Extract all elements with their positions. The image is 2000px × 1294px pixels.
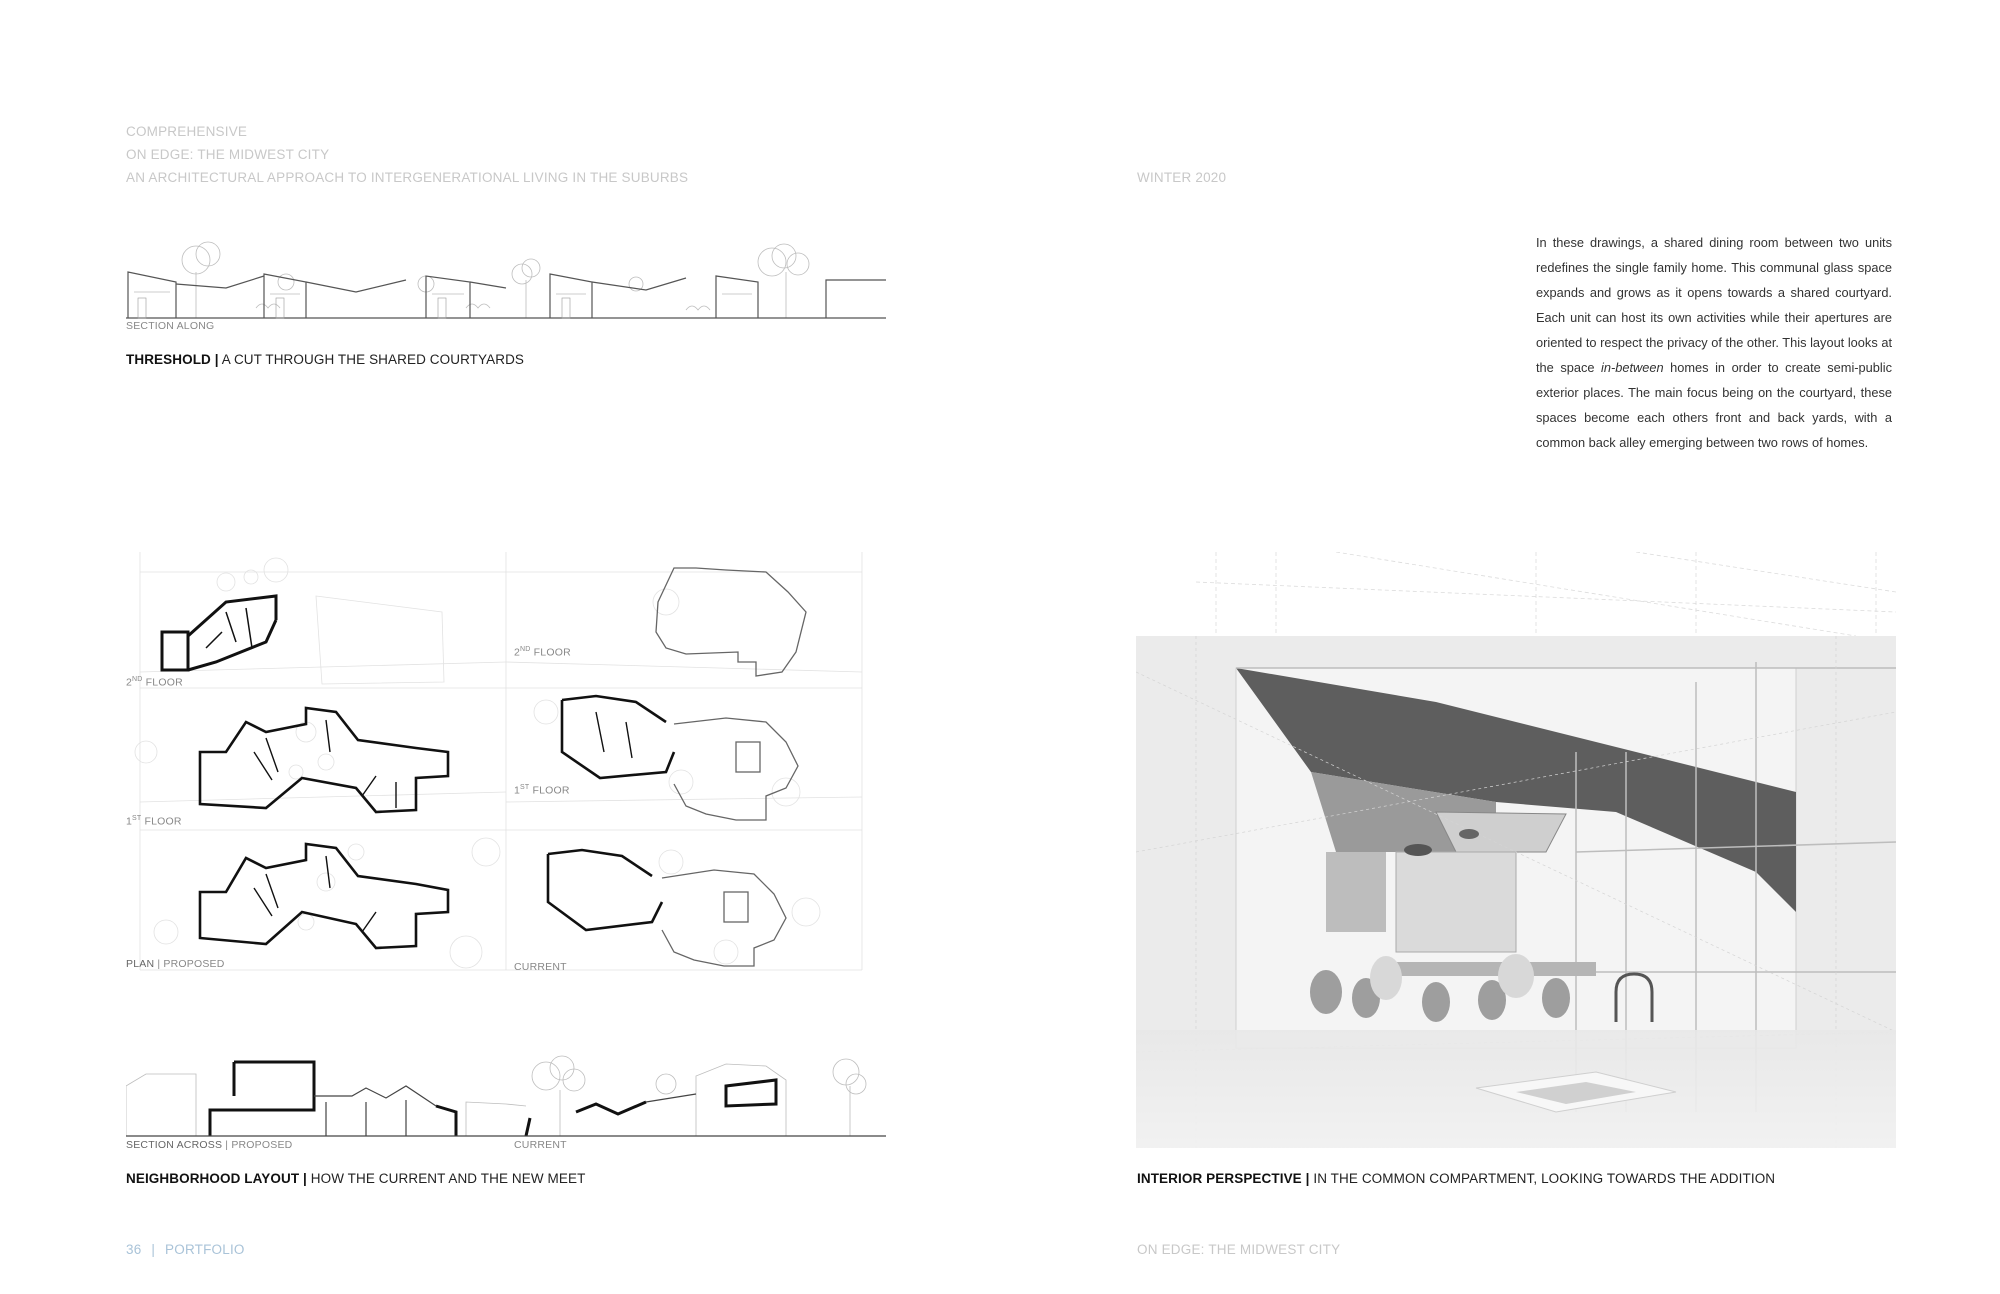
header-block — [126, 120, 688, 189]
footer-left — [126, 1242, 245, 1257]
proposed-2nd-sup: ND — [132, 676, 143, 683]
proposed-1st-prefix: 1 — [126, 815, 133, 828]
section-along-caption-bold: THRESHOLD | — [126, 352, 219, 367]
current-2nd-sup: ND — [520, 646, 531, 653]
section-across-label-rest: | PROPOSED — [222, 1139, 293, 1151]
current-2nd-prefix: 2 — [514, 646, 521, 659]
proposed-2nd-prefix: 2 — [126, 676, 133, 689]
interior-perspective-image — [1136, 552, 1896, 1148]
description-paragraph — [1536, 230, 1892, 455]
plan-label-rest: | PROPOSED — [154, 958, 225, 970]
section-across-drawing — [126, 1040, 886, 1140]
proposed-1st-sup: ST — [132, 815, 142, 822]
section-along-drawing — [126, 232, 886, 324]
plan-label: PLAN — [126, 958, 155, 970]
neighborhood-caption-bold: NEIGHBORHOOD LAYOUT | — [126, 1171, 307, 1186]
current-1st-floor-label — [514, 784, 570, 797]
current-1st-prefix: 1 — [514, 784, 521, 797]
description-italic: in-between — [1601, 360, 1664, 375]
proposed-1st-suffix: FLOOR — [141, 815, 182, 828]
interior-caption — [1137, 1171, 1775, 1186]
section-across-label — [126, 1139, 292, 1151]
footer-portfolio: PORTFOLIO — [165, 1242, 245, 1257]
section-along-caption-rest: A CUT THROUGH THE SHARED COURTYARDS — [218, 352, 525, 367]
plans-drawing — [126, 552, 866, 972]
description-part-2: homes in order to create semi-public exterior places. The main focus being on the courtyard, these spaces become each others front and back yards, with a common back alley emerging between two rows of homes. — [1536, 360, 1892, 450]
header-line-2: ON EDGE: THE MIDWEST CITY — [126, 147, 330, 162]
header-line-1: COMPREHENSIVE — [126, 124, 248, 139]
proposed-2nd-suffix: FLOOR — [142, 676, 183, 689]
section-along-caption — [126, 352, 524, 367]
section-along-label: SECTION ALONG — [126, 320, 215, 332]
proposed-1st-floor-label — [126, 815, 182, 828]
neighborhood-caption — [126, 1171, 585, 1186]
description-part-1: In these drawings, a shared dining room between two units redefines the single family home. This communal glass space expands and grows as it opens towards a shared courtyard. Each unit can host its own activities while their apertures are oriented to respect the privacy of the other. This layout looks at the space — [1536, 235, 1892, 375]
current-1st-suffix: FLOOR — [529, 784, 570, 797]
interior-caption-bold: INTERIOR PERSPECTIVE | — [1137, 1171, 1310, 1186]
plan-proposed-label — [126, 958, 225, 970]
current-1st-sup: ST — [520, 784, 530, 791]
current-2nd-suffix: FLOOR — [530, 646, 571, 659]
header-line-3: AN ARCHITECTURAL APPROACH TO INTERGENERATIONAL LIVING IN THE SUBURBS — [126, 170, 689, 185]
footer-right: ON EDGE: THE MIDWEST CITY — [1137, 1242, 1341, 1257]
neighborhood-caption-rest: HOW THE CURRENT AND THE NEW MEET — [306, 1171, 586, 1186]
header-date: WINTER 2020 — [1137, 170, 1227, 185]
page-number: 36 — [126, 1242, 142, 1257]
plan-current-label: CURRENT — [514, 961, 567, 973]
current-2nd-floor-label — [514, 646, 571, 659]
proposed-2nd-floor-label — [126, 676, 183, 689]
footer-separator: | — [151, 1242, 156, 1257]
section-across-label-bold: SECTION ACROSS — [126, 1139, 223, 1151]
section-across-current-label: CURRENT — [514, 1139, 567, 1151]
interior-caption-rest: IN THE COMMON COMPARTMENT, LOOKING TOWARDS THE ADDITION — [1309, 1171, 1776, 1186]
